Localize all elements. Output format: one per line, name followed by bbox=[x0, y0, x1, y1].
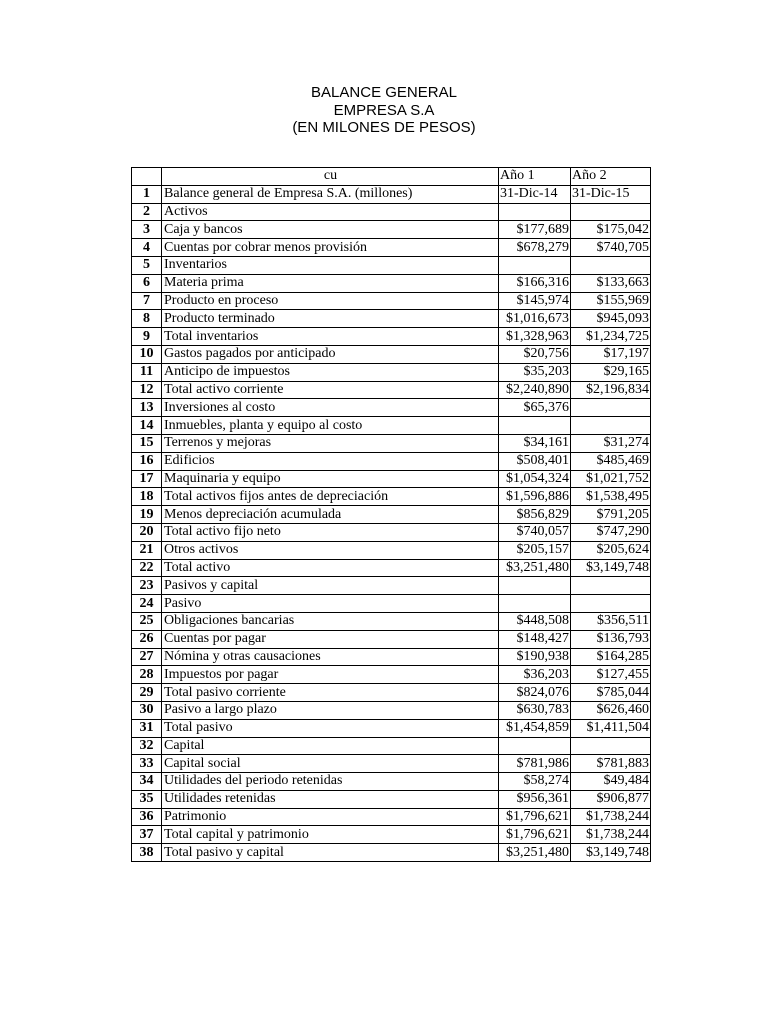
row-description: Utilidades del periodo retenidas bbox=[162, 773, 499, 791]
table-row bbox=[132, 737, 651, 755]
row-value-year-2: $626,460 bbox=[571, 701, 651, 719]
row-value-year-2: $1,738,244 bbox=[571, 808, 651, 826]
row-number: 27 bbox=[132, 648, 162, 666]
table-header-row bbox=[132, 168, 651, 186]
row-description: Inversiones al costo bbox=[162, 399, 499, 417]
row-value-year-1: $205,157 bbox=[499, 541, 571, 559]
table-row bbox=[132, 648, 651, 666]
row-description: Capital bbox=[162, 737, 499, 755]
row-value-year-2: $785,044 bbox=[571, 684, 651, 702]
row-number: 3 bbox=[132, 221, 162, 239]
row-value-year-1: $3,251,480 bbox=[499, 559, 571, 577]
row-number: 36 bbox=[132, 808, 162, 826]
row-number: 19 bbox=[132, 506, 162, 524]
row-number: 8 bbox=[132, 310, 162, 328]
row-number: 23 bbox=[132, 577, 162, 595]
table-row bbox=[132, 239, 651, 257]
row-number: 29 bbox=[132, 684, 162, 702]
row-value-year-1: $58,274 bbox=[499, 773, 571, 791]
row-description: Impuestos por pagar bbox=[162, 666, 499, 684]
table-row bbox=[132, 808, 651, 826]
table-row bbox=[132, 719, 651, 737]
row-description: Menos depreciación acumulada bbox=[162, 506, 499, 524]
row-number: 7 bbox=[132, 292, 162, 310]
row-value-year-2: $781,883 bbox=[571, 755, 651, 773]
row-value-year-2: $1,738,244 bbox=[571, 826, 651, 844]
table-row bbox=[132, 559, 651, 577]
row-value-year-1: $1,596,886 bbox=[499, 488, 571, 506]
row-number: 25 bbox=[132, 612, 162, 630]
row-value-year-2: $1,411,504 bbox=[571, 719, 651, 737]
row-value-year-1: $34,161 bbox=[499, 434, 571, 452]
row-description: Total pasivo y capital bbox=[162, 844, 499, 862]
title-line-1: BALANCE GENERAL bbox=[311, 84, 457, 101]
row-value-year-2 bbox=[571, 399, 651, 417]
table-row bbox=[132, 506, 651, 524]
row-value-year-1: $1,454,859 bbox=[499, 719, 571, 737]
row-description: Gastos pagados por anticipado bbox=[162, 345, 499, 363]
row-value-year-2: $485,469 bbox=[571, 452, 651, 470]
header-desc: cu bbox=[162, 168, 499, 186]
row-description: Pasivo bbox=[162, 595, 499, 613]
row-value-year-1: $1,328,963 bbox=[499, 328, 571, 346]
row-value-year-1: $148,427 bbox=[499, 630, 571, 648]
row-value-year-2: $791,205 bbox=[571, 506, 651, 524]
table-row bbox=[132, 488, 651, 506]
row-number: 1 bbox=[132, 185, 162, 203]
row-value-year-2: $3,149,748 bbox=[571, 844, 651, 862]
row-number: 20 bbox=[132, 523, 162, 541]
row-description: Activos bbox=[162, 203, 499, 221]
row-description: Capital social bbox=[162, 755, 499, 773]
row-value-year-2: $164,285 bbox=[571, 648, 651, 666]
row-description: Edificios bbox=[162, 452, 499, 470]
row-number: 31 bbox=[132, 719, 162, 737]
row-value-year-2: $740,705 bbox=[571, 239, 651, 257]
row-value-year-1: $177,689 bbox=[499, 221, 571, 239]
row-value-year-2: $1,021,752 bbox=[571, 470, 651, 488]
row-value-year-1: $956,361 bbox=[499, 790, 571, 808]
row-description: Total activo bbox=[162, 559, 499, 577]
row-description: Total activo corriente bbox=[162, 381, 499, 399]
table-row bbox=[132, 274, 651, 292]
document-title bbox=[0, 84, 768, 137]
row-number: 26 bbox=[132, 630, 162, 648]
row-number: 32 bbox=[132, 737, 162, 755]
row-value-year-2: $155,969 bbox=[571, 292, 651, 310]
header-year-2: Año 2 bbox=[571, 168, 651, 186]
table-row bbox=[132, 328, 651, 346]
row-value-year-2: $127,455 bbox=[571, 666, 651, 684]
row-description: Total activo fijo neto bbox=[162, 523, 499, 541]
row-value-year-1: $781,986 bbox=[499, 755, 571, 773]
row-value-year-1: $678,279 bbox=[499, 239, 571, 257]
row-value-year-2 bbox=[571, 203, 651, 221]
table-row bbox=[132, 790, 651, 808]
balance-sheet-table bbox=[131, 167, 651, 862]
table-row bbox=[132, 612, 651, 630]
table-body bbox=[132, 185, 651, 861]
row-value-year-2 bbox=[571, 737, 651, 755]
table-row bbox=[132, 684, 651, 702]
row-description: Caja y bancos bbox=[162, 221, 499, 239]
row-description: Producto terminado bbox=[162, 310, 499, 328]
row-number: 35 bbox=[132, 790, 162, 808]
row-value-year-2: $175,042 bbox=[571, 221, 651, 239]
row-number: 2 bbox=[132, 203, 162, 221]
table-row bbox=[132, 363, 651, 381]
row-value-year-1: $1,016,673 bbox=[499, 310, 571, 328]
row-number: 5 bbox=[132, 256, 162, 274]
title-line-3: (EN MILONES DE PESOS) bbox=[292, 119, 476, 136]
row-number: 9 bbox=[132, 328, 162, 346]
table-row bbox=[132, 203, 651, 221]
row-description: Utilidades retenidas bbox=[162, 790, 499, 808]
table-row bbox=[132, 221, 651, 239]
table-row bbox=[132, 185, 651, 203]
row-value-year-1: $1,796,621 bbox=[499, 808, 571, 826]
row-value-year-1 bbox=[499, 595, 571, 613]
row-description: Producto en proceso bbox=[162, 292, 499, 310]
row-value-year-2: $29,165 bbox=[571, 363, 651, 381]
row-number: 30 bbox=[132, 701, 162, 719]
table-row bbox=[132, 256, 651, 274]
row-description: Total capital y patrimonio bbox=[162, 826, 499, 844]
row-value-year-1: $856,829 bbox=[499, 506, 571, 524]
row-value-year-2 bbox=[571, 256, 651, 274]
row-value-year-2: $747,290 bbox=[571, 523, 651, 541]
row-number: 10 bbox=[132, 345, 162, 363]
table-row bbox=[132, 595, 651, 613]
row-value-year-1: $3,251,480 bbox=[499, 844, 571, 862]
row-value-year-2 bbox=[571, 417, 651, 435]
table-row bbox=[132, 381, 651, 399]
row-number: 4 bbox=[132, 239, 162, 257]
row-number: 6 bbox=[132, 274, 162, 292]
row-description: Total inventarios bbox=[162, 328, 499, 346]
row-value-year-2: $31,274 bbox=[571, 434, 651, 452]
row-description: Materia prima bbox=[162, 274, 499, 292]
row-value-year-1: $166,316 bbox=[499, 274, 571, 292]
table-row bbox=[132, 523, 651, 541]
row-value-year-1: $20,756 bbox=[499, 345, 571, 363]
table-row bbox=[132, 826, 651, 844]
table-row bbox=[132, 630, 651, 648]
row-description: Total pasivo bbox=[162, 719, 499, 737]
row-description: Obligaciones bancarias bbox=[162, 612, 499, 630]
table-row bbox=[132, 666, 651, 684]
table-row bbox=[132, 773, 651, 791]
row-description: Total activos fijos antes de depreciación bbox=[162, 488, 499, 506]
row-number: 13 bbox=[132, 399, 162, 417]
row-number: 12 bbox=[132, 381, 162, 399]
table-row bbox=[132, 577, 651, 595]
row-value-year-1: $630,783 bbox=[499, 701, 571, 719]
table-row bbox=[132, 345, 651, 363]
row-description: Pasivo a largo plazo bbox=[162, 701, 499, 719]
row-value-year-1 bbox=[499, 417, 571, 435]
row-description: Balance general de Empresa S.A. (millones) bbox=[162, 185, 499, 203]
table-row bbox=[132, 541, 651, 559]
row-value-year-2: $136,793 bbox=[571, 630, 651, 648]
table-row bbox=[132, 701, 651, 719]
row-value-year-2: $17,197 bbox=[571, 345, 651, 363]
row-value-year-2: $133,663 bbox=[571, 274, 651, 292]
row-number: 18 bbox=[132, 488, 162, 506]
row-number: 34 bbox=[132, 773, 162, 791]
row-value-year-2 bbox=[571, 595, 651, 613]
table-row bbox=[132, 452, 651, 470]
row-value-year-1 bbox=[499, 203, 571, 221]
row-value-year-1 bbox=[499, 256, 571, 274]
row-value-year-1: $35,203 bbox=[499, 363, 571, 381]
header-year-1: Año 1 bbox=[499, 168, 571, 186]
table-row bbox=[132, 470, 651, 488]
row-value-year-1: $824,076 bbox=[499, 684, 571, 702]
row-value-year-2: $205,624 bbox=[571, 541, 651, 559]
row-description: Total pasivo corriente bbox=[162, 684, 499, 702]
row-value-year-2: $1,538,495 bbox=[571, 488, 651, 506]
title-line-2: EMPRESA S.A bbox=[333, 101, 435, 119]
row-value-year-2 bbox=[571, 577, 651, 595]
row-value-year-1: $740,057 bbox=[499, 523, 571, 541]
row-value-year-1: $1,054,324 bbox=[499, 470, 571, 488]
row-number: 33 bbox=[132, 755, 162, 773]
row-value-year-2: 31-Dic-15 bbox=[571, 185, 651, 203]
row-description: Maquinaria y equipo bbox=[162, 470, 499, 488]
row-value-year-1: $508,401 bbox=[499, 452, 571, 470]
row-number: 11 bbox=[132, 363, 162, 381]
row-description: Patrimonio bbox=[162, 808, 499, 826]
row-number: 22 bbox=[132, 559, 162, 577]
table-row bbox=[132, 399, 651, 417]
row-number: 28 bbox=[132, 666, 162, 684]
table-row bbox=[132, 292, 651, 310]
table-row bbox=[132, 844, 651, 862]
row-description: Anticipo de impuestos bbox=[162, 363, 499, 381]
row-number: 16 bbox=[132, 452, 162, 470]
row-number: 14 bbox=[132, 417, 162, 435]
table-row bbox=[132, 417, 651, 435]
row-value-year-1: 31-Dic-14 bbox=[499, 185, 571, 203]
row-description: Inventarios bbox=[162, 256, 499, 274]
row-value-year-1: $2,240,890 bbox=[499, 381, 571, 399]
row-number: 38 bbox=[132, 844, 162, 862]
row-description: Nómina y otras causaciones bbox=[162, 648, 499, 666]
row-number: 17 bbox=[132, 470, 162, 488]
row-value-year-1: $36,203 bbox=[499, 666, 571, 684]
row-value-year-2: $1,234,725 bbox=[571, 328, 651, 346]
row-value-year-1: $145,974 bbox=[499, 292, 571, 310]
table-row bbox=[132, 434, 651, 452]
row-value-year-2: $3,149,748 bbox=[571, 559, 651, 577]
row-value-year-1 bbox=[499, 577, 571, 595]
row-value-year-1: $448,508 bbox=[499, 612, 571, 630]
row-value-year-1: $65,376 bbox=[499, 399, 571, 417]
row-value-year-2: $356,511 bbox=[571, 612, 651, 630]
row-number: 24 bbox=[132, 595, 162, 613]
row-description: Pasivos y capital bbox=[162, 577, 499, 595]
row-value-year-2: $906,877 bbox=[571, 790, 651, 808]
table-row bbox=[132, 310, 651, 328]
row-description: Inmuebles, planta y equipo al costo bbox=[162, 417, 499, 435]
row-description: Cuentas por pagar bbox=[162, 630, 499, 648]
row-value-year-1: $1,796,621 bbox=[499, 826, 571, 844]
row-value-year-2: $2,196,834 bbox=[571, 381, 651, 399]
row-number: 21 bbox=[132, 541, 162, 559]
row-number: 37 bbox=[132, 826, 162, 844]
header-num bbox=[132, 168, 162, 186]
table-row bbox=[132, 755, 651, 773]
row-description: Cuentas por cobrar menos provisión bbox=[162, 239, 499, 257]
row-value-year-1 bbox=[499, 737, 571, 755]
row-value-year-2: $945,093 bbox=[571, 310, 651, 328]
row-value-year-1: $190,938 bbox=[499, 648, 571, 666]
row-description: Terrenos y mejoras bbox=[162, 434, 499, 452]
row-description: Otros activos bbox=[162, 541, 499, 559]
row-number: 15 bbox=[132, 434, 162, 452]
row-value-year-2: $49,484 bbox=[571, 773, 651, 791]
